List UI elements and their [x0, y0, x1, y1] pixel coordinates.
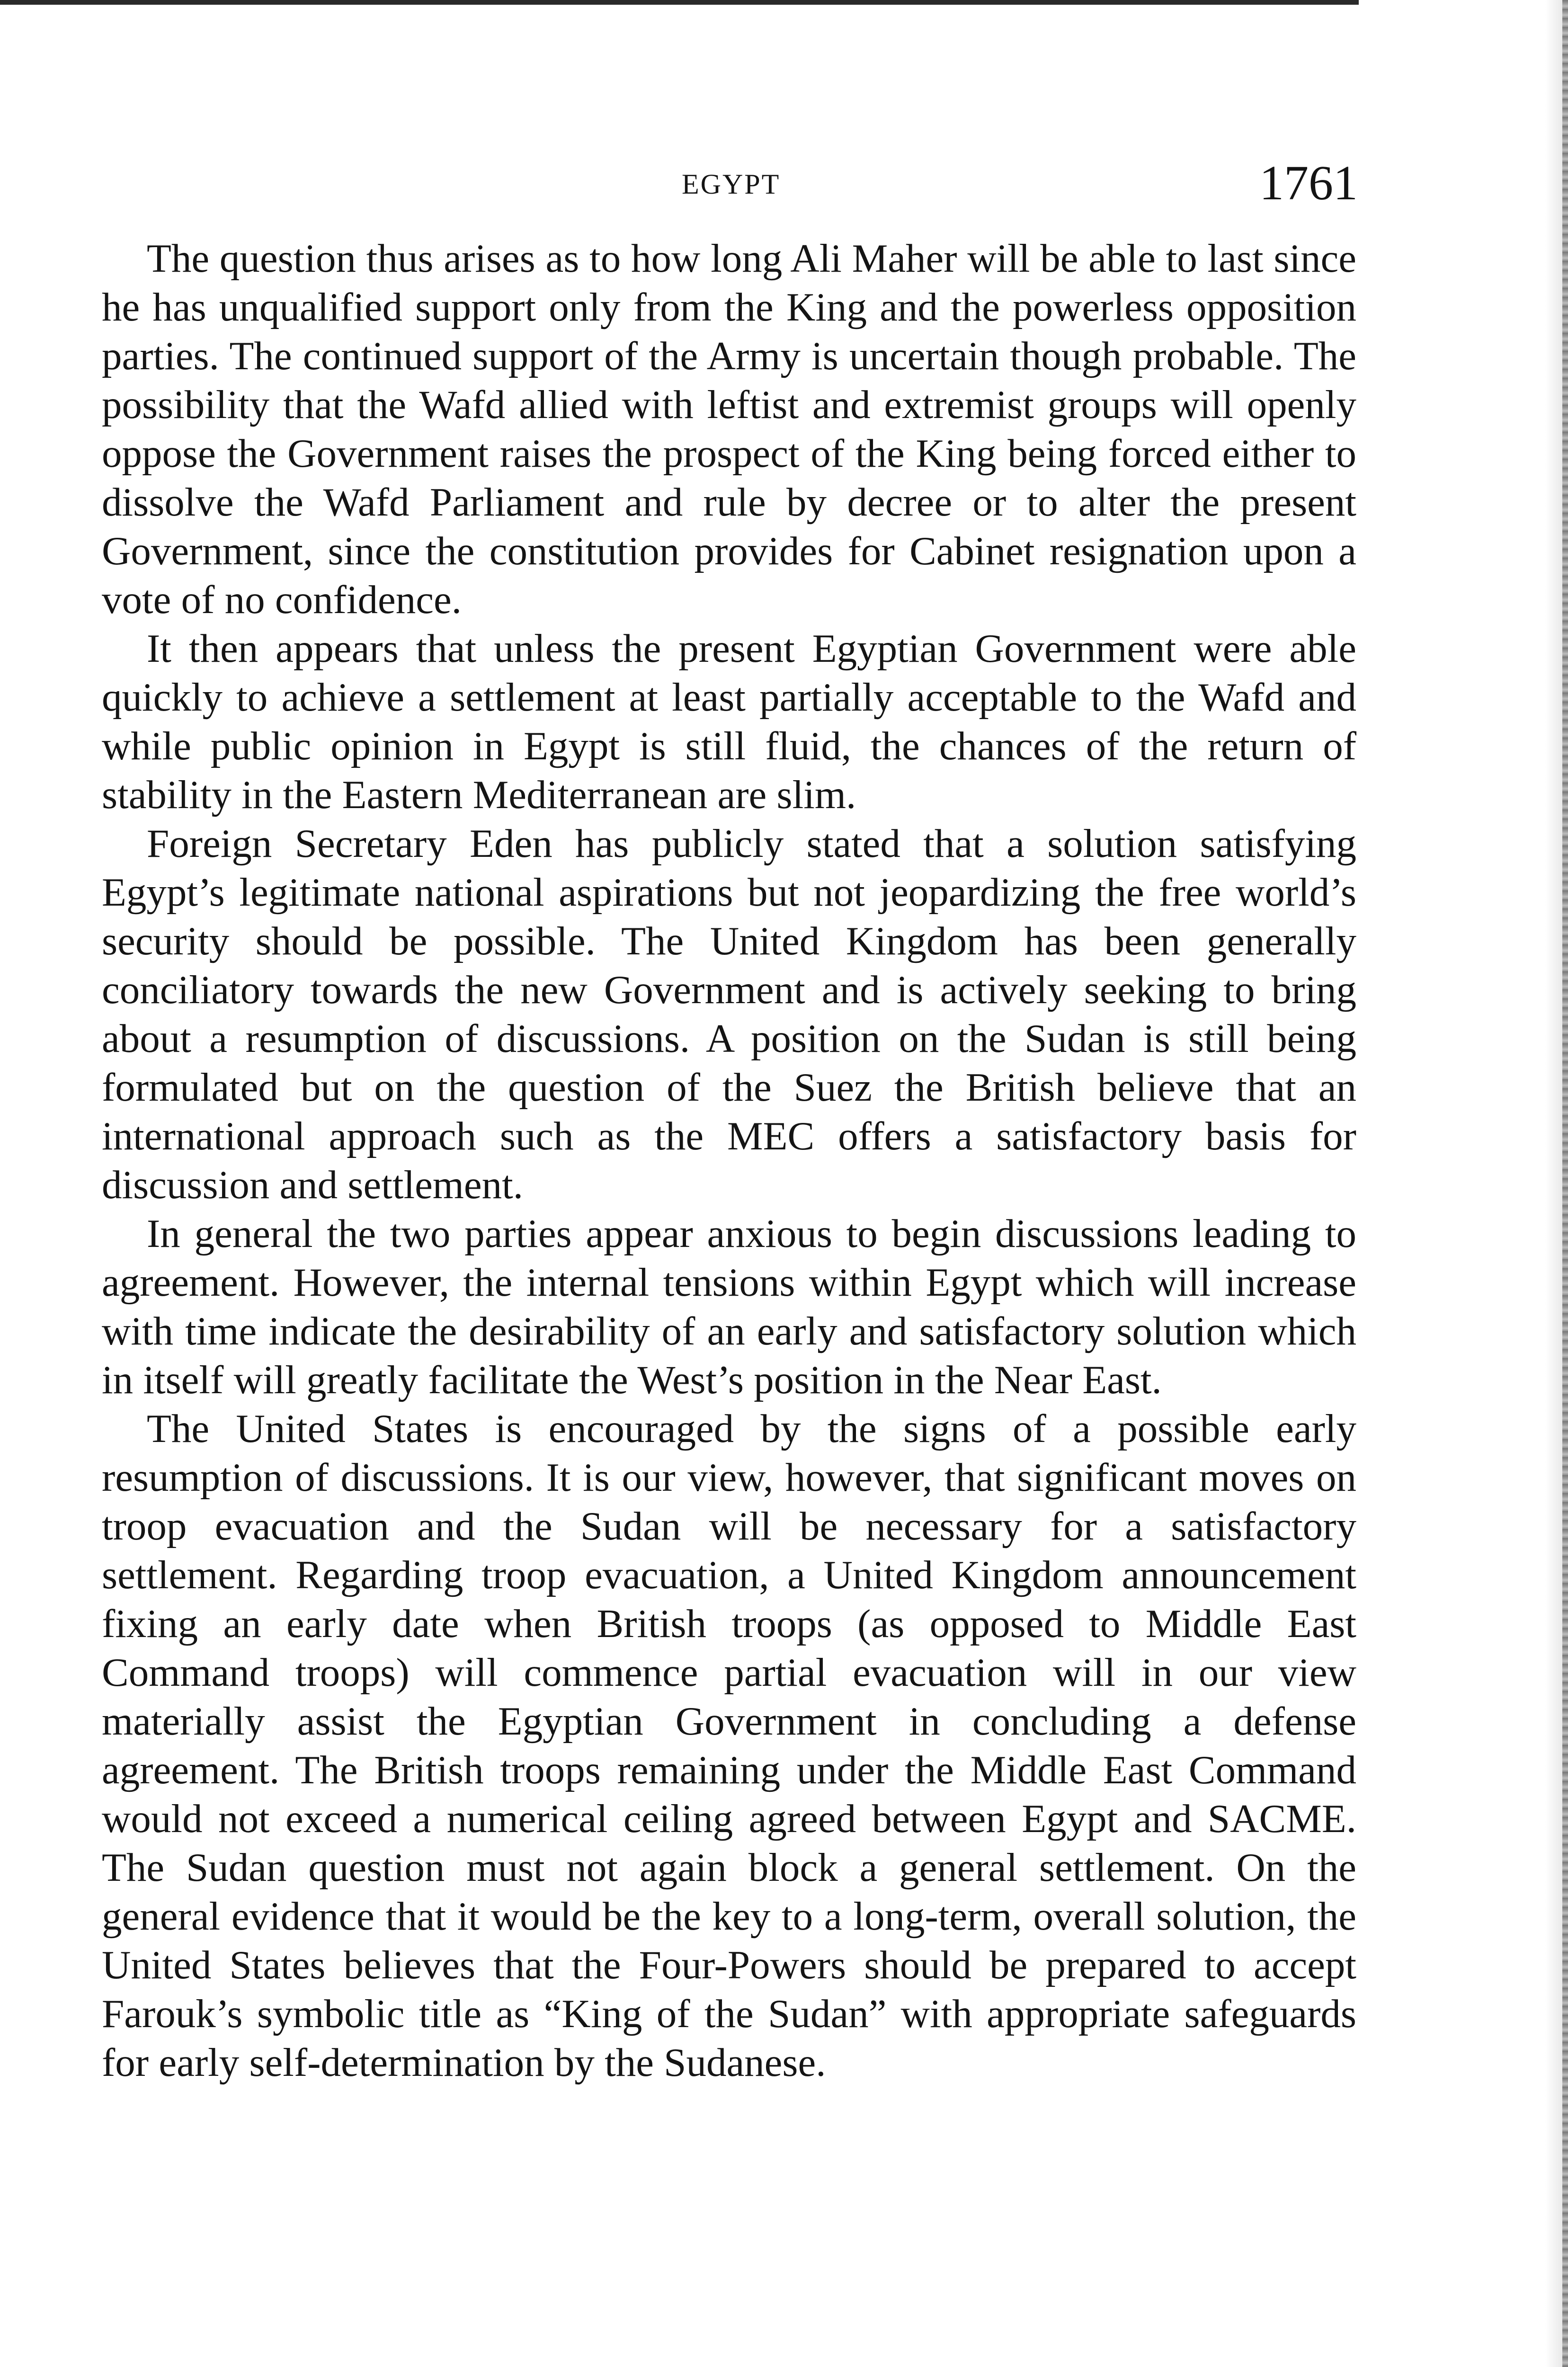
- paragraph: It then appears that unless the present Egyptian Government were able quickly to achieve a settlement at least partially acceptable to the Wafd and while public opinion in Egypt is still fluid, the chances of the return of stability in the Eastern Mediterranean are slim.: [102, 626, 1356, 817]
- page-right-edge: [1562, 0, 1568, 2367]
- paragraph: The United States is encouraged by the signs of a possible early resumption of discussions. It is our view, however, that significant moves on troop evacuation and the Sudan will be necessary for a satisfactory settlement. Regarding troop evacuation, a United Kingdom announcement fixing an early date when British troops (as opposed to Middle East Command troops) will commence partial evacuation will in our view materially assist the Egyptian Government in concluding a defense agreement. The British troops remaining under the Middle East Command would not exceed a numerical ceiling agreed between Egypt and SACME. The Sudan question must not again block a general settlement. On the general evidence that it would be the key to a long-term, overall solution, the United States believes that the Four-Powers should be prepared to accept Farouk’s symbolic title as “King of the Sudan” with appropriate safeguards for early self-determination by the Sudanese.: [102, 1406, 1356, 2085]
- page-number: 1761: [1259, 156, 1358, 210]
- paragraph: In general the two parties appear anxious to begin discussions leading to agreement. However, the internal tensions within Egypt which will increase with time indicate the desirability of an early and satisfactory solution which in itself will greatly facilitate the West’s position in the Near East.: [102, 1211, 1356, 1402]
- body-text: [102, 234, 1356, 2087]
- page-top-edge: [0, 0, 1359, 5]
- running-header: [0, 156, 1568, 215]
- running-title: EGYPT: [682, 169, 781, 200]
- binding-shadow: [1545, 0, 1562, 2367]
- paragraph: The question thus arises as to how long Ali Maher will be able to last since he has unqualified support only from the King and the powerless opposition parties. The continued support of the Army is uncertain though probable. The possibility that the Wafd allied with leftist and extremist groups will openly oppose the Government raises the prospect of the King being forced either to dissolve the Wafd Parliament and rule by decree or to alter the present Government, since the constitution provides for Cabinet resignation upon a vote of no confidence.: [102, 236, 1356, 622]
- paragraph: Foreign Secretary Eden has publicly stated that a solution satisfying Egypt’s legitimate national aspirations but not jeopardizing the free world’s security should be possible. The United Kingdom has been generally conciliatory towards the new Government and is actively seeking to bring about a resumption of discussions. A position on the Sudan is still being formulated but on the question of the Suez the British believe that an international approach such as the MEC offers a satisfactory basis for discussion and settlement.: [102, 821, 1356, 1207]
